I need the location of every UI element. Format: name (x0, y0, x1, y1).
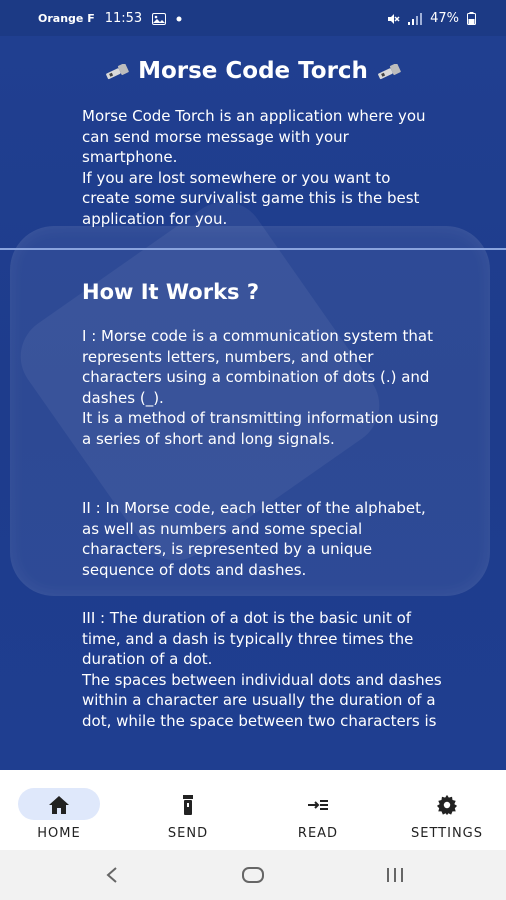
flashlight-icon (176, 794, 200, 816)
main-content[interactable] (0, 36, 506, 770)
recents-icon[interactable] (384, 866, 406, 884)
flashlight-icon (104, 64, 130, 80)
clock: 11:53 (104, 11, 143, 26)
nav-read-label: READ (297, 826, 339, 841)
paragraph-2: II : In Morse code, each letter of the alphabet, as well as numbers and some special characters, is represented by a unique sequence of dots and dashes. (82, 499, 426, 579)
read-icon (306, 794, 330, 816)
app-title: Morse Code Torch (138, 58, 368, 84)
home-system-icon[interactable] (241, 866, 265, 884)
notification-dot-icon (176, 16, 182, 22)
nav-send[interactable] (138, 778, 238, 844)
nav-settings[interactable] (397, 778, 497, 844)
flashlight-icon (376, 64, 402, 80)
nav-settings-label: SETTINGS (410, 826, 483, 841)
nav-send-label: SEND (167, 826, 209, 841)
bottom-navigation (0, 770, 506, 850)
divider (0, 248, 506, 250)
nav-home[interactable] (9, 778, 109, 844)
page-title (0, 58, 506, 84)
back-icon[interactable] (104, 866, 120, 884)
paragraph-1: I : Morse code is a communication system that represents letters, numbers, and other characters using a combination of dots (.) and dashes (_). It is a method of transmitting information using a series of short and long signals. (82, 327, 439, 448)
home-icon (47, 794, 71, 816)
status-bar (0, 0, 506, 36)
gear-icon (435, 794, 459, 816)
signal-icon (408, 13, 422, 25)
nav-read[interactable] (268, 778, 368, 844)
gallery-icon (152, 13, 166, 25)
nav-home-label: HOME (37, 826, 81, 841)
how-it-works-heading: How It Works ? (82, 280, 260, 304)
carrier-label: Orange F (38, 12, 95, 25)
battery-percent: 47% (430, 11, 459, 26)
mute-icon (386, 12, 400, 26)
paragraph-3: III : The duration of a dot is the basic unit of time, and a dash is typically three times the duration of a dot. The spaces between individual dots and dashes within a character are usually the duration of a dot, while the space between two characters is (82, 609, 442, 730)
battery-icon (467, 12, 476, 25)
intro-text: Morse Code Torch is an application where you can send morse message with your smartphone. If you are lost somewhere or you want to create some survivalist game this is the best application for you. (82, 107, 426, 228)
system-navigation-bar (0, 850, 506, 900)
